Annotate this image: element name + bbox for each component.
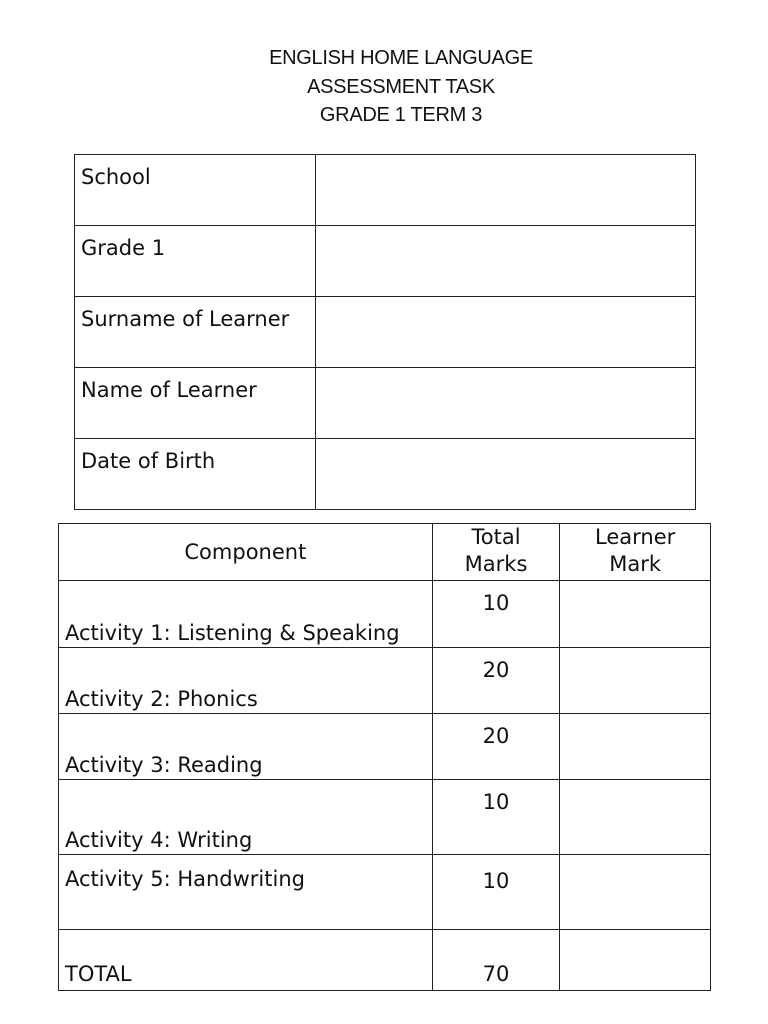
learner-mark-field[interactable] [560,581,711,648]
table-row [59,581,711,648]
info-row-name [75,368,696,439]
info-label: Grade 1 [75,226,316,297]
table-row [59,780,711,855]
table-row [59,714,711,780]
learner-mark-field[interactable] [560,648,711,714]
title-line-subject: ENGLISH HOME LANGUAGE [269,47,533,69]
learner-total-field[interactable] [560,930,711,991]
info-value-field[interactable] [316,155,696,226]
document-title [0,44,768,130]
info-label: Surname of Learner [75,297,316,368]
header-learner-line1: Learner [595,525,676,549]
learner-info-table [74,154,696,510]
info-value-field[interactable] [316,368,696,439]
info-row-school [75,155,696,226]
info-value-field[interactable] [316,297,696,368]
header-component: Component [59,524,433,581]
info-row-dob [75,439,696,510]
total-row [59,930,711,991]
grand-total-cell: 70 [432,930,560,991]
header-learner-line2: Mark [609,552,662,576]
title-line-task: ASSESSMENT TASK [307,75,495,98]
total-marks-cell: 10 [432,855,560,930]
total-marks-cell: 20 [432,714,560,780]
header-total-line2: Marks [464,552,528,576]
marks-table [58,523,711,991]
header-total-line1: Total [471,525,521,549]
component-cell: Activity 2: Phonics [59,648,433,714]
info-label: Name of Learner [75,368,316,439]
header-total-marks [432,524,560,581]
total-marks-cell: 10 [432,780,560,855]
total-label: TOTAL [59,930,433,991]
learner-mark-field[interactable] [560,855,711,930]
component-cell: Activity 5: Handwriting [59,855,433,930]
component-cell: Activity 1: Listening & Speaking [59,581,433,648]
total-marks-cell: 10 [432,581,560,648]
info-row-grade [75,226,696,297]
component-cell: Activity 3: Reading [59,714,433,780]
info-value-field[interactable] [316,226,696,297]
header-learner-mark [560,524,711,581]
info-value-field[interactable] [316,439,696,510]
info-row-surname [75,297,696,368]
learner-mark-field[interactable] [560,714,711,780]
table-row [59,855,711,930]
learner-mark-field[interactable] [560,780,711,855]
info-label: Date of Birth [75,439,316,510]
total-marks-cell: 20 [432,648,560,714]
marks-header-row [59,524,711,581]
title-line-grade-term: GRADE 1 TERM 3 [319,104,483,126]
table-row [59,648,711,714]
component-cell: Activity 4: Writing [59,780,433,855]
info-label: School [75,155,316,226]
